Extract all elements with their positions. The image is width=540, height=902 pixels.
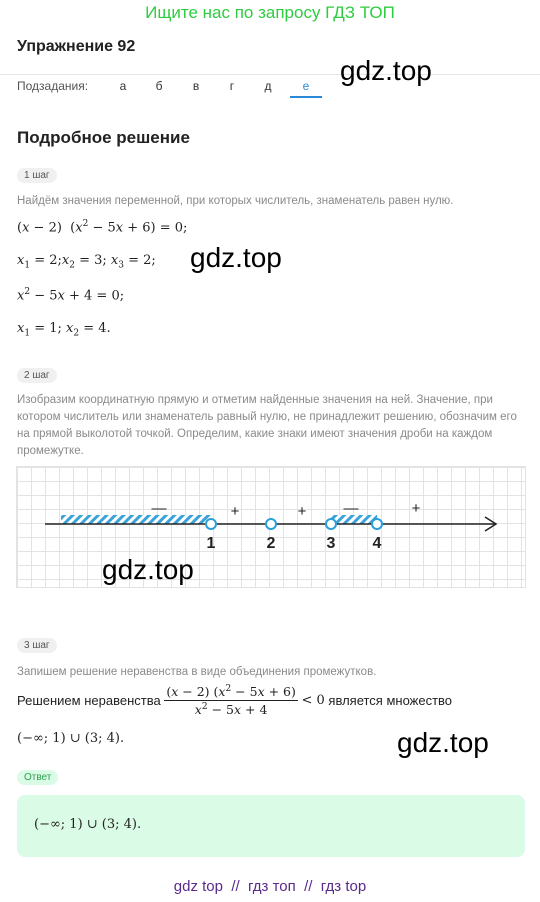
solution-prefix: Решением неравенства bbox=[17, 693, 161, 709]
number-line-figure bbox=[16, 466, 526, 588]
section-title: Подробное решение bbox=[17, 128, 190, 147]
subtask-tab-a[interactable]: а bbox=[119, 79, 127, 93]
sign-interval-5: + bbox=[411, 500, 421, 517]
promo-banner: Ищите нас по запросу ГДЗ ТОП bbox=[145, 3, 395, 22]
watermark: gdz.top bbox=[102, 554, 194, 585]
watermark: gdz.top bbox=[190, 242, 282, 273]
watermark: gdz.top bbox=[340, 55, 432, 86]
subtask-tab-v[interactable]: в bbox=[192, 79, 200, 93]
exercise-title: Упражнение 92 bbox=[17, 38, 136, 55]
answer-box bbox=[17, 795, 525, 857]
sign-interval-1: — bbox=[151, 500, 167, 517]
roots-numerator: $x_1$ = $2;x_2 = 3$; $x_3 = 2$; bbox=[17, 253, 156, 271]
point-1 bbox=[206, 519, 216, 529]
step-1-text: Найдём значения переменной, при которых числитель, знаменатель равен нулю. bbox=[17, 195, 454, 207]
number-line-svg bbox=[17, 467, 525, 587]
point-label-3: 3 bbox=[326, 535, 336, 552]
equation-2: $x^2 - 5x + 4 = 0$; bbox=[17, 287, 125, 304]
step-3-text: Запишем решение неравенства в виде объединения промежутков. bbox=[17, 666, 377, 678]
subtask-tab-g[interactable]: г bbox=[229, 79, 235, 93]
step-2-badge: 2 шаг bbox=[17, 368, 57, 383]
solution-set: (−∞; 1) ∪ (3; 4). bbox=[17, 731, 125, 746]
header-divider bbox=[0, 74, 540, 75]
inequality-fraction: $\frac{(x - 2) (x^2 - 5x + 6)}{x^2 - 5x + 4}$ bbox=[166, 684, 296, 718]
hatched-interval-left bbox=[61, 515, 211, 524]
inequality-sign: < 0 bbox=[301, 693, 325, 709]
solution-statement bbox=[17, 684, 452, 717]
answer-value: (−∞; 1) ∪ (3; 4). bbox=[34, 817, 142, 832]
equation-1: (x − 2) $(x^2 - 5x + 6) = 0$; bbox=[17, 219, 188, 236]
point-4 bbox=[372, 519, 382, 529]
point-label-4: 4 bbox=[372, 535, 382, 552]
footer-links: gdz top // гдз топ // гдз top bbox=[173, 878, 367, 895]
sign-interval-4: — bbox=[343, 500, 359, 517]
sign-interval-2: + bbox=[230, 503, 240, 520]
subtasks-label: Подзадания: bbox=[17, 79, 89, 93]
answer-badge: Ответ bbox=[17, 770, 58, 785]
point-label-2: 2 bbox=[266, 535, 276, 552]
step-2-text: Изобразим координатную прямую и отметим найденные значения на ней. Значение, при котором числитель или знаменатель равный нулю, не принадлежит решению, обозначим его на прямой выколотой точкой. Определим, какие знаки имеют значения дроби на каждом промежутке. bbox=[17, 394, 517, 457]
step-1-badge: 1 шаг bbox=[17, 168, 57, 183]
subtask-tab-d[interactable]: д bbox=[264, 79, 272, 93]
point-2 bbox=[266, 519, 276, 529]
watermark: gdz.top bbox=[397, 727, 489, 758]
point-label-1: 1 bbox=[206, 535, 216, 552]
active-tab-underline bbox=[290, 96, 322, 98]
roots-denominator: $x_1 = 1$; $x_2 = 4$. bbox=[17, 321, 111, 339]
subtask-tab-b[interactable]: б bbox=[155, 79, 163, 93]
solution-suffix: является множество bbox=[328, 693, 453, 709]
point-3 bbox=[326, 519, 336, 529]
subtask-tab-e[interactable]: е bbox=[302, 79, 310, 93]
sign-interval-3: + bbox=[297, 503, 307, 520]
step-3-badge: 3 шаг bbox=[17, 638, 57, 653]
